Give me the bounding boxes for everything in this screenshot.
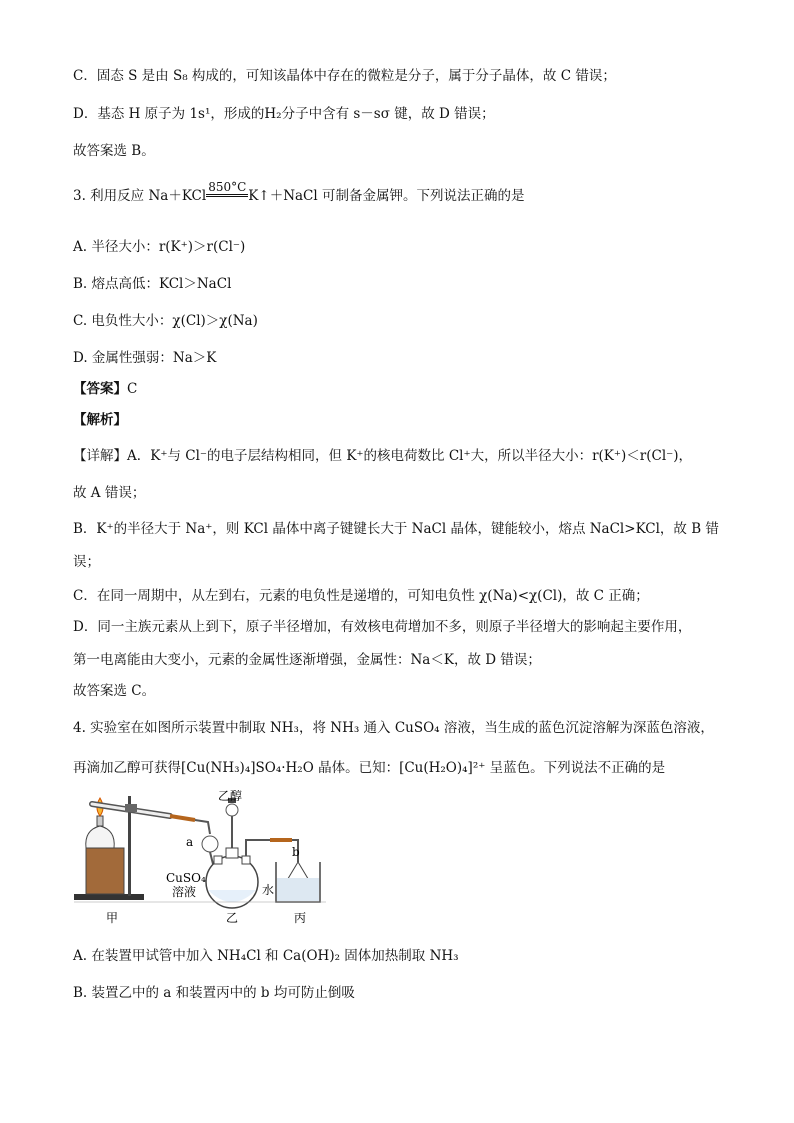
condition-temperature: 850°C bbox=[208, 179, 247, 194]
answer-line bbox=[73, 379, 137, 399]
alcohol-lamp bbox=[86, 826, 114, 848]
detail-line-8: 故答案选 C。 bbox=[73, 683, 156, 699]
q3-stem-post: K↑＋NaCl 可制备金属钾。下列说法正确的是 bbox=[248, 188, 525, 204]
option-d-prev-explanation: D．基态 H 原子为 1s¹，形成的H₂分子中含有 s－sσ 键，故 D 错误； bbox=[73, 106, 495, 122]
detail-line-6: D．同一主族元素从上到下，原子半径增加，有效核电荷增加不多，则原子半径增大的影响起主要作用， bbox=[73, 619, 692, 635]
detail-line-1: 【详解】A．K⁺与 Cl⁻的电子层结构相同，但 K⁺的核电荷数比 Cl⁺大，所以半径大小：r(K⁺)＜r(Cl⁻)， bbox=[73, 448, 693, 464]
q3-option-b: B. 熔点高低：KCl＞NaCl bbox=[73, 276, 232, 292]
wooden-block bbox=[86, 848, 124, 894]
clamp bbox=[125, 804, 137, 812]
stand-base bbox=[74, 894, 144, 900]
label-b: b bbox=[292, 845, 300, 859]
q3-option-a: A. 半径大小：r(K⁺)＞r(Cl⁻) bbox=[73, 239, 246, 255]
question-4-line-1: 4. 实验室在如图所示装置中制取 NH₃，将 NH₃ 通入 CuSO₄ 溶液，当生成的蓝色沉淀溶解为深蓝色溶液， bbox=[73, 720, 714, 736]
rubber-tube bbox=[170, 816, 195, 820]
answer-value: C bbox=[127, 381, 138, 397]
label-yi: 乙 bbox=[226, 911, 239, 925]
dropping-funnel bbox=[226, 804, 238, 816]
q3-option-c: C. 电负性大小：χ(Cl)＞χ(Na) bbox=[73, 313, 258, 329]
question-3-stem bbox=[73, 179, 525, 206]
reaction-condition bbox=[206, 181, 248, 197]
label-jia: 甲 bbox=[106, 911, 119, 925]
label-water: 水 bbox=[262, 883, 275, 897]
detail-line-4: 误； bbox=[73, 554, 100, 570]
prev-answer-conclusion: 故答案选 B。 bbox=[73, 143, 155, 159]
label-cuso4: CuSO₄ bbox=[166, 871, 206, 885]
q3-stem-pre: 3. 利用反应 Na＋KCl bbox=[73, 188, 207, 204]
option-c-prev-explanation: C．固态 S 是由 S₈ 构成的，可知该晶体中存在的微粒是分子，属于分子晶体，故 C 错误； bbox=[73, 68, 616, 84]
detail-line-5: C．在同一周期中，从左到右，元素的电负性是递增的，可知电负性 χ(Na)<χ(Cl)，故 C 正确； bbox=[73, 588, 649, 604]
safety-bulb-a bbox=[202, 836, 218, 852]
label-bing: 丙 bbox=[294, 911, 307, 925]
question-4-line-2: 再滴加乙醇可获得[Cu(NH₃)₄]SO₄·H₂O 晶体。已知：[Cu(H₂O)₄]²⁺ 呈蓝色。下列说法不正确的是 bbox=[73, 760, 666, 776]
q4-option-b: B. 装置乙中的 a 和装置丙中的 b 均可防止倒吸 bbox=[73, 985, 355, 1001]
detail-line-3: B．K⁺的半径大于 Na⁺，则 KCl 晶体中离子键键长大于 NaCl 晶体，键能较小，熔点 NaCl>KCl，故 B 错 bbox=[73, 521, 719, 537]
detail-line-7: 第一电离能由大变小，元素的金属性逐渐增强，金属性：Na＜K，故 D 错误； bbox=[73, 652, 541, 668]
detail-line-2: 故 A 错误； bbox=[73, 485, 146, 501]
q4-option-a: A. 在装置甲试管中加入 NH₄Cl 和 Ca(OH)₂ 固体加热制取 NH₃ bbox=[73, 948, 459, 964]
analysis-tag: 【解析】 bbox=[73, 412, 127, 428]
label-a: a bbox=[186, 835, 194, 849]
answer-tag: 【答案】 bbox=[73, 381, 127, 397]
apparatus-diagram bbox=[70, 790, 330, 930]
apparatus-figure bbox=[70, 790, 330, 930]
water-in-beaker bbox=[277, 878, 319, 901]
q3-option-d: D. 金属性强弱：Na＞K bbox=[73, 350, 217, 366]
label-ethanol: 乙醇 bbox=[218, 790, 243, 803]
label-solution: 溶液 bbox=[172, 885, 197, 899]
